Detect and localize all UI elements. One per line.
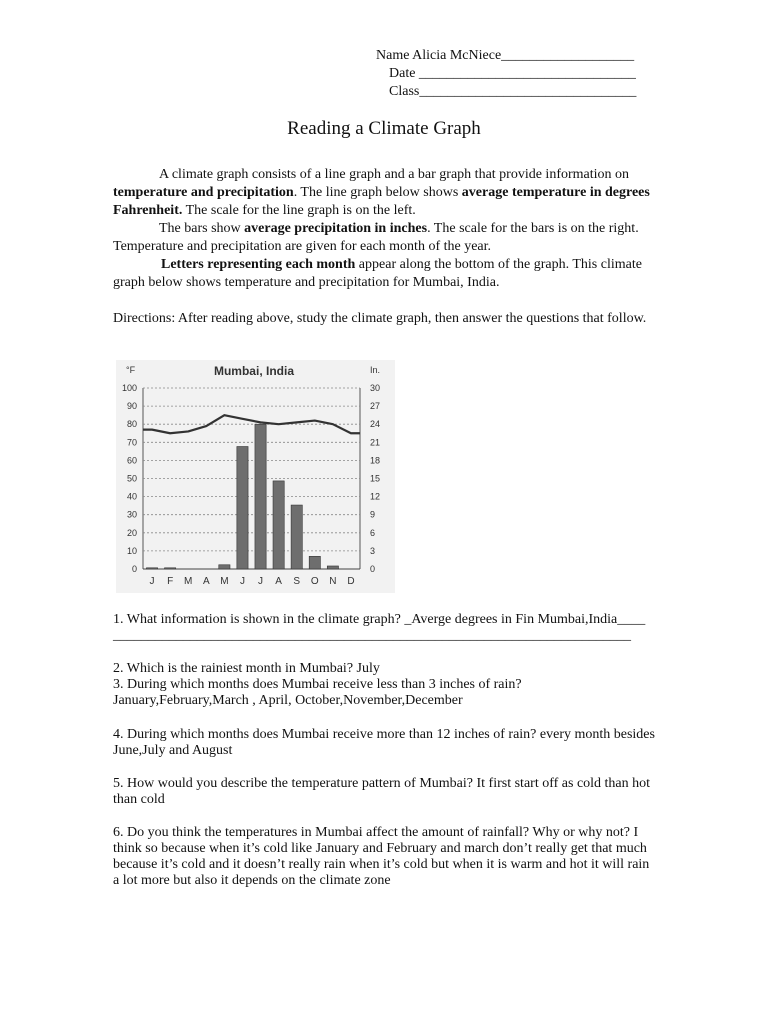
left-tick-label: 30 xyxy=(126,509,137,520)
intro-paragraph-3 xyxy=(113,256,653,292)
right-tick-label: 27 xyxy=(370,401,381,412)
question-4[interactable]: 4. During which months does Mumbai receive more than 12 inches of rain? every month besides June,July and August xyxy=(113,727,655,758)
left-tick-label: 50 xyxy=(126,473,137,484)
left-tick-label: 90 xyxy=(126,401,137,412)
intro-bold-text: Letters representing each month xyxy=(161,257,356,272)
intro-paragraph-2 xyxy=(113,220,653,256)
precipitation-bar xyxy=(309,556,320,569)
question-1 xyxy=(113,612,658,644)
month-label: M xyxy=(184,576,193,587)
right-tick-label: 24 xyxy=(370,419,381,430)
right-axis-unit: In. xyxy=(370,365,381,375)
climate-graph-svg xyxy=(116,360,395,593)
intro-text: . The line graph below shows xyxy=(293,185,462,200)
right-tick-label: 21 xyxy=(370,437,381,448)
month-label: O xyxy=(310,576,319,587)
questions-2-3 xyxy=(113,661,658,709)
precipitation-bar xyxy=(327,566,338,569)
left-tick-label: 60 xyxy=(126,455,137,466)
precipitation-bar xyxy=(273,481,284,569)
intro-text: . The scale for the bars is on the right. Temperature and precipitation are given for each month of the year. xyxy=(113,221,639,254)
month-label: J xyxy=(149,576,155,587)
month-label: J xyxy=(258,576,264,587)
left-tick-label: 20 xyxy=(126,527,137,538)
month-label: J xyxy=(239,576,245,587)
intro-text: A climate graph consists of a line graph and a bar graph that provide information on xyxy=(159,167,630,182)
month-label: N xyxy=(329,576,337,587)
right-tick-label: 30 xyxy=(370,383,381,393)
right-tick-label: 6 xyxy=(370,527,376,538)
month-label: F xyxy=(167,576,174,587)
page-title: Reading a Climate Graph xyxy=(287,118,481,139)
left-tick-label: 40 xyxy=(126,491,137,502)
intro-section xyxy=(113,166,653,292)
climate-graph xyxy=(116,360,395,593)
intro-paragraph-1 xyxy=(113,166,653,220)
name-line[interactable]: Name Alicia McNiece___________________ xyxy=(376,48,635,63)
intro-bold-text: average temperature in degrees Fahrenheit. xyxy=(113,185,650,218)
precipitation-bar xyxy=(219,565,230,569)
intro-text: The bars show xyxy=(159,221,245,236)
student-info-header xyxy=(376,47,636,101)
month-label: S xyxy=(293,576,301,587)
directions-text: Directions: After reading above, study the climate graph, then answer the questions that follow. xyxy=(113,311,647,326)
question-1-answer-line[interactable]: __________________________________________________________________________ xyxy=(113,628,631,643)
class-line[interactable]: Class_______________________________ xyxy=(389,84,637,99)
left-tick-label: 100 xyxy=(121,383,137,393)
intro-bold-text: temperature and precipitation xyxy=(113,185,294,200)
right-tick-label: 18 xyxy=(370,455,381,466)
left-tick-label: 0 xyxy=(131,564,137,574)
month-label: M xyxy=(220,576,229,587)
question-5[interactable]: 5. How would you describe the temperature pattern of Mumbai? It first start off as cold than hot than cold xyxy=(113,776,651,807)
month-label: D xyxy=(347,576,355,587)
left-tick-label: 70 xyxy=(126,437,137,448)
precipitation-bar xyxy=(255,424,266,569)
left-tick-label: 10 xyxy=(126,545,137,556)
question-3-text: 3. During which months does Mumbai receive less than 3 inches of rain? xyxy=(113,677,522,692)
left-axis-unit: °F xyxy=(126,365,136,375)
right-tick-label: 0 xyxy=(370,564,376,574)
right-tick-label: 3 xyxy=(370,545,376,556)
intro-text: appear along the bottom of the graph. This climate graph below shows temperature and precipitation for Mumbai, India. xyxy=(113,257,642,290)
date-line[interactable]: Date _______________________________ xyxy=(389,66,636,81)
intro-bold-text: average precipitation in inches xyxy=(244,221,428,236)
precipitation-bar xyxy=(165,568,176,569)
month-label: A xyxy=(275,576,282,587)
precipitation-bar xyxy=(291,505,302,569)
precipitation-bar xyxy=(237,447,248,569)
month-label: A xyxy=(202,576,210,587)
question-2-text[interactable]: 2. Which is the rainiest month in Mumbai? July xyxy=(113,661,380,676)
right-tick-label: 9 xyxy=(370,509,376,520)
question-3-answer[interactable]: January,February,March , April, October,November,December xyxy=(113,693,463,708)
question-1-text[interactable]: 1. What information is shown in the climate graph? _Averge degrees in Fin Mumbai,India____ xyxy=(113,612,646,627)
right-tick-label: 12 xyxy=(370,491,381,502)
right-tick-label: 15 xyxy=(370,473,381,484)
chart-title: Mumbai, India xyxy=(213,364,295,378)
left-tick-label: 80 xyxy=(126,419,137,430)
precipitation-bar xyxy=(146,568,157,569)
question-6[interactable]: 6. Do you think the temperatures in Mumbai affect the amount of rainfall? Why or why not? I think so because when it’s cold like January and February and march don’t really get that much because it’s cold and it doesn’t really rain when it’s cold but when it is warm and hot it will rain a lot more but also it depends on the climate zone xyxy=(113,825,650,888)
intro-text: The scale for the line graph is on the left. xyxy=(182,203,416,218)
